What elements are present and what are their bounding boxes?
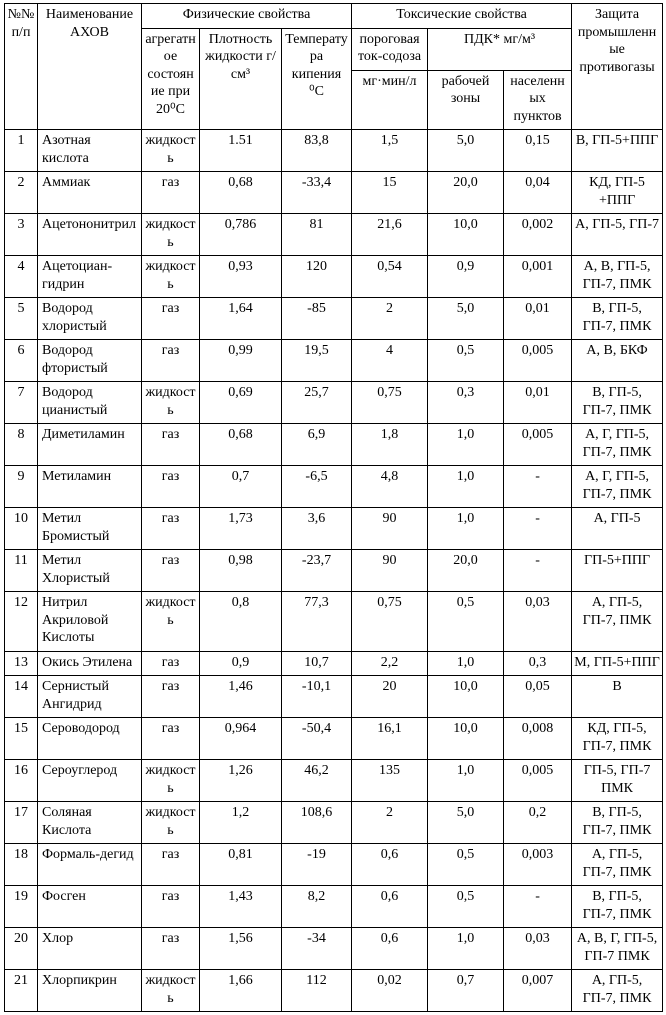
cell-num: 21: [5, 970, 38, 1012]
cell-name: Водород цианистый: [38, 382, 142, 424]
cell-density: 0,68: [200, 172, 282, 214]
cell-toxodose: 90: [352, 508, 428, 550]
table-row: [5, 130, 663, 172]
cell-boiling: -33,4: [282, 172, 352, 214]
header-density: Плотность жидкости г/см³: [200, 28, 282, 130]
cell-boiling: 25,7: [282, 382, 352, 424]
cell-state: газ: [142, 928, 200, 970]
cell-boiling: -23,7: [282, 550, 352, 592]
cell-toxodose: 2,2: [352, 651, 428, 676]
cell-pdk-settle: 0,15: [504, 130, 572, 172]
cell-pdk-settle: 0,002: [504, 214, 572, 256]
cell-pdk-work: 10,0: [428, 676, 504, 718]
cell-boiling: 10,7: [282, 651, 352, 676]
cell-protection: А, ГП-5: [572, 508, 663, 550]
cell-pdk-settle: -: [504, 886, 572, 928]
table-row: [5, 424, 663, 466]
cell-boiling: -19: [282, 844, 352, 886]
cell-pdk-settle: 0,03: [504, 928, 572, 970]
cell-toxodose: 1,8: [352, 424, 428, 466]
cell-density: 1.51: [200, 130, 282, 172]
cell-protection: КД, ГП-5, ГП-7, ПМК: [572, 718, 663, 760]
cell-pdk-work: 1,0: [428, 760, 504, 802]
header-protection: Защита промышленные противогазы: [572, 4, 663, 130]
cell-num: 1: [5, 130, 38, 172]
cell-num: 9: [5, 466, 38, 508]
cell-boiling: -85: [282, 298, 352, 340]
cell-pdk-work: 20,0: [428, 550, 504, 592]
header-state: агрегатное состояние при 20⁰С: [142, 28, 200, 130]
cell-protection: В: [572, 676, 663, 718]
cell-state: жидкость: [142, 256, 200, 298]
cell-density: 1,64: [200, 298, 282, 340]
cell-boiling: 81: [282, 214, 352, 256]
cell-protection: А, В, БКФ: [572, 340, 663, 382]
cell-state: жидкость: [142, 970, 200, 1012]
cell-num: 6: [5, 340, 38, 382]
cell-num: 7: [5, 382, 38, 424]
cell-pdk-work: 0,7: [428, 970, 504, 1012]
cell-density: 1,73: [200, 508, 282, 550]
table-row: [5, 760, 663, 802]
cell-protection: А, Г, ГП-5, ГП-7, ПМК: [572, 466, 663, 508]
cell-protection: А, ГП-5, ГП-7, ПМК: [572, 844, 663, 886]
cell-name: Аммиак: [38, 172, 142, 214]
table-row: [5, 592, 663, 652]
cell-toxodose: 0,6: [352, 886, 428, 928]
cell-toxodose: 15: [352, 172, 428, 214]
cell-name: Ацетоциан-гидрин: [38, 256, 142, 298]
cell-density: 0,964: [200, 718, 282, 760]
cell-toxodose: 2: [352, 298, 428, 340]
cell-protection: В, ГП-5, ГП-7, ПМК: [572, 382, 663, 424]
cell-state: газ: [142, 340, 200, 382]
cell-pdk-work: 5,0: [428, 298, 504, 340]
cell-pdk-settle: 0,03: [504, 592, 572, 652]
cell-state: жидкость: [142, 214, 200, 256]
cell-state: газ: [142, 676, 200, 718]
cell-toxodose: 1,5: [352, 130, 428, 172]
header-num: №№ п/п: [5, 4, 38, 130]
cell-pdk-settle: -: [504, 550, 572, 592]
cell-name: Диметиламин: [38, 424, 142, 466]
cell-protection: А, ГП-5, ГП-7, ПМК: [572, 970, 663, 1012]
cell-density: 0,9: [200, 651, 282, 676]
cell-density: 1,43: [200, 886, 282, 928]
cell-toxodose: 0,75: [352, 382, 428, 424]
cell-pdk-settle: 0,005: [504, 424, 572, 466]
cell-protection: М, ГП-5+ППГ: [572, 651, 663, 676]
table-row: [5, 256, 663, 298]
cell-pdk-settle: 0,01: [504, 382, 572, 424]
cell-pdk-work: 0,9: [428, 256, 504, 298]
cell-pdk-work: 20,0: [428, 172, 504, 214]
cell-name: Ацетононитрил: [38, 214, 142, 256]
cell-pdk-work: 10,0: [428, 718, 504, 760]
cell-density: 0,786: [200, 214, 282, 256]
cell-name: Водород хлористый: [38, 298, 142, 340]
cell-protection: А, В, ГП-5, ГП-7, ПМК: [572, 256, 663, 298]
table-row: [5, 928, 663, 970]
cell-state: жидкость: [142, 382, 200, 424]
cell-state: жидкость: [142, 802, 200, 844]
cell-pdk-settle: -: [504, 508, 572, 550]
table-row: [5, 298, 663, 340]
cell-protection: А, В, Г, ГП-5, ГП-7 ПМК: [572, 928, 663, 970]
cell-toxodose: 21,6: [352, 214, 428, 256]
cell-pdk-settle: 0,008: [504, 718, 572, 760]
cell-num: 18: [5, 844, 38, 886]
table-row: [5, 550, 663, 592]
cell-name: Окись Этилена: [38, 651, 142, 676]
table-row: [5, 508, 663, 550]
cell-toxodose: 0,6: [352, 928, 428, 970]
table-row: [5, 718, 663, 760]
cell-boiling: -50,4: [282, 718, 352, 760]
cell-toxodose: 4: [352, 340, 428, 382]
cell-name: Сероводород: [38, 718, 142, 760]
cell-pdk-work: 0,3: [428, 382, 504, 424]
header-toxic-group: Токсические свойства: [352, 4, 572, 29]
table-row: [5, 172, 663, 214]
ahov-properties-table: [4, 3, 663, 1012]
cell-name: Формаль-дегид: [38, 844, 142, 886]
cell-pdk-work: 1,0: [428, 508, 504, 550]
cell-density: 1,56: [200, 928, 282, 970]
cell-boiling: -10,1: [282, 676, 352, 718]
cell-pdk-settle: 0,001: [504, 256, 572, 298]
header-name: Наименование АХОВ: [38, 4, 142, 130]
cell-density: 0,69: [200, 382, 282, 424]
cell-density: 1,66: [200, 970, 282, 1012]
cell-name: Нитрил Акриловой Кислоты: [38, 592, 142, 652]
cell-boiling: 77,3: [282, 592, 352, 652]
cell-pdk-work: 5,0: [428, 802, 504, 844]
cell-protection: ГП-5+ППГ: [572, 550, 663, 592]
cell-num: 14: [5, 676, 38, 718]
cell-toxodose: 16,1: [352, 718, 428, 760]
cell-pdk-settle: 0,003: [504, 844, 572, 886]
cell-num: 20: [5, 928, 38, 970]
cell-state: газ: [142, 886, 200, 928]
cell-state: газ: [142, 508, 200, 550]
cell-boiling: -6,5: [282, 466, 352, 508]
cell-protection: А, ГП-5, ГП-7: [572, 214, 663, 256]
cell-toxodose: 0,6: [352, 844, 428, 886]
cell-density: 1,2: [200, 802, 282, 844]
cell-name: Водород фтористый: [38, 340, 142, 382]
cell-density: 1,26: [200, 760, 282, 802]
cell-toxodose: 20: [352, 676, 428, 718]
cell-state: газ: [142, 651, 200, 676]
table-row: [5, 651, 663, 676]
cell-name: Азотная кислота: [38, 130, 142, 172]
cell-protection: В, ГП-5, ГП-7, ПМК: [572, 298, 663, 340]
cell-toxodose: 2: [352, 802, 428, 844]
cell-state: жидкость: [142, 592, 200, 652]
cell-pdk-work: 10,0: [428, 214, 504, 256]
cell-pdk-settle: 0,005: [504, 760, 572, 802]
cell-density: 0,93: [200, 256, 282, 298]
cell-name: Метиламин: [38, 466, 142, 508]
cell-state: жидкость: [142, 130, 200, 172]
cell-pdk-settle: 0,01: [504, 298, 572, 340]
cell-toxodose: 0,75: [352, 592, 428, 652]
cell-pdk-settle: 0,05: [504, 676, 572, 718]
header-pdk-work: рабочей зоны: [428, 70, 504, 130]
cell-pdk-settle: 0,007: [504, 970, 572, 1012]
cell-num: 10: [5, 508, 38, 550]
cell-boiling: 8,2: [282, 886, 352, 928]
cell-protection: В, ГП-5, ГП-7, ПМК: [572, 886, 663, 928]
cell-name: Сернистый Ангидрид: [38, 676, 142, 718]
cell-toxodose: 4,8: [352, 466, 428, 508]
table-row: [5, 340, 663, 382]
cell-pdk-settle: 0,3: [504, 651, 572, 676]
cell-num: 12: [5, 592, 38, 652]
cell-name: Метил Бромистый: [38, 508, 142, 550]
cell-toxodose: 90: [352, 550, 428, 592]
cell-density: 0,99: [200, 340, 282, 382]
cell-pdk-work: 0,5: [428, 592, 504, 652]
table-row: [5, 844, 663, 886]
cell-pdk-work: 0,5: [428, 340, 504, 382]
cell-toxodose: 0,54: [352, 256, 428, 298]
cell-pdk-work: 1,0: [428, 466, 504, 508]
cell-pdk-settle: -: [504, 466, 572, 508]
table-body: [5, 130, 663, 1012]
table-row: [5, 676, 663, 718]
cell-density: 0,81: [200, 844, 282, 886]
table-header: [5, 4, 663, 130]
cell-state: газ: [142, 424, 200, 466]
cell-pdk-work: 1,0: [428, 424, 504, 466]
cell-name: Фосген: [38, 886, 142, 928]
table-row: [5, 466, 663, 508]
cell-density: 0,7: [200, 466, 282, 508]
cell-pdk-settle: 0,005: [504, 340, 572, 382]
cell-boiling: 46,2: [282, 760, 352, 802]
cell-num: 8: [5, 424, 38, 466]
cell-protection: КД, ГП-5 +ППГ: [572, 172, 663, 214]
table-row: [5, 886, 663, 928]
cell-boiling: 19,5: [282, 340, 352, 382]
cell-toxodose: 135: [352, 760, 428, 802]
cell-num: 5: [5, 298, 38, 340]
cell-toxodose: 0,02: [352, 970, 428, 1012]
cell-state: газ: [142, 844, 200, 886]
cell-boiling: 3,6: [282, 508, 352, 550]
cell-density: 0,98: [200, 550, 282, 592]
cell-pdk-settle: 0,04: [504, 172, 572, 214]
cell-pdk-work: 0,5: [428, 886, 504, 928]
cell-num: 11: [5, 550, 38, 592]
cell-boiling: 83,8: [282, 130, 352, 172]
header-physical-group: Физические свойства: [142, 4, 352, 29]
cell-state: газ: [142, 172, 200, 214]
cell-num: 3: [5, 214, 38, 256]
cell-state: жидкость: [142, 760, 200, 802]
cell-density: 1,46: [200, 676, 282, 718]
cell-name: Сероуглерод: [38, 760, 142, 802]
table-row: [5, 214, 663, 256]
header-pdk: ПДК* мг/м³: [428, 28, 572, 70]
cell-num: 19: [5, 886, 38, 928]
cell-density: 0,68: [200, 424, 282, 466]
cell-num: 16: [5, 760, 38, 802]
table-row: [5, 802, 663, 844]
header-toxodose: пороговая ток-содоза: [352, 28, 428, 70]
header-toxodose-unit: мг·мин/л: [352, 70, 428, 130]
cell-boiling: -34: [282, 928, 352, 970]
cell-boiling: 108,6: [282, 802, 352, 844]
cell-state: газ: [142, 466, 200, 508]
cell-state: газ: [142, 718, 200, 760]
cell-boiling: 6,9: [282, 424, 352, 466]
table-row: [5, 970, 663, 1012]
cell-pdk-settle: 0,2: [504, 802, 572, 844]
cell-num: 13: [5, 651, 38, 676]
header-boiling: Температура кипения ⁰С: [282, 28, 352, 130]
table-row: [5, 382, 663, 424]
cell-protection: В, ГП-5+ППГ: [572, 130, 663, 172]
cell-boiling: 120: [282, 256, 352, 298]
cell-protection: ГП-5, ГП-7 ПМК: [572, 760, 663, 802]
cell-pdk-work: 1,0: [428, 651, 504, 676]
cell-num: 4: [5, 256, 38, 298]
cell-pdk-work: 5,0: [428, 130, 504, 172]
cell-protection: В, ГП-5, ГП-7, ПМК: [572, 802, 663, 844]
cell-pdk-work: 1,0: [428, 928, 504, 970]
cell-num: 2: [5, 172, 38, 214]
cell-boiling: 112: [282, 970, 352, 1012]
cell-num: 17: [5, 802, 38, 844]
cell-pdk-work: 0,5: [428, 844, 504, 886]
cell-num: 15: [5, 718, 38, 760]
header-pdk-settle: населенных пунктов: [504, 70, 572, 130]
cell-protection: А, Г, ГП-5, ГП-7, ПМК: [572, 424, 663, 466]
cell-name: Хлор: [38, 928, 142, 970]
cell-state: газ: [142, 298, 200, 340]
cell-name: Хлорпикрин: [38, 970, 142, 1012]
cell-state: газ: [142, 550, 200, 592]
cell-protection: А, ГП-5, ГП-7, ПМК: [572, 592, 663, 652]
cell-name: Метил Хлористый: [38, 550, 142, 592]
cell-density: 0,8: [200, 592, 282, 652]
cell-name: Соляная Кислота: [38, 802, 142, 844]
